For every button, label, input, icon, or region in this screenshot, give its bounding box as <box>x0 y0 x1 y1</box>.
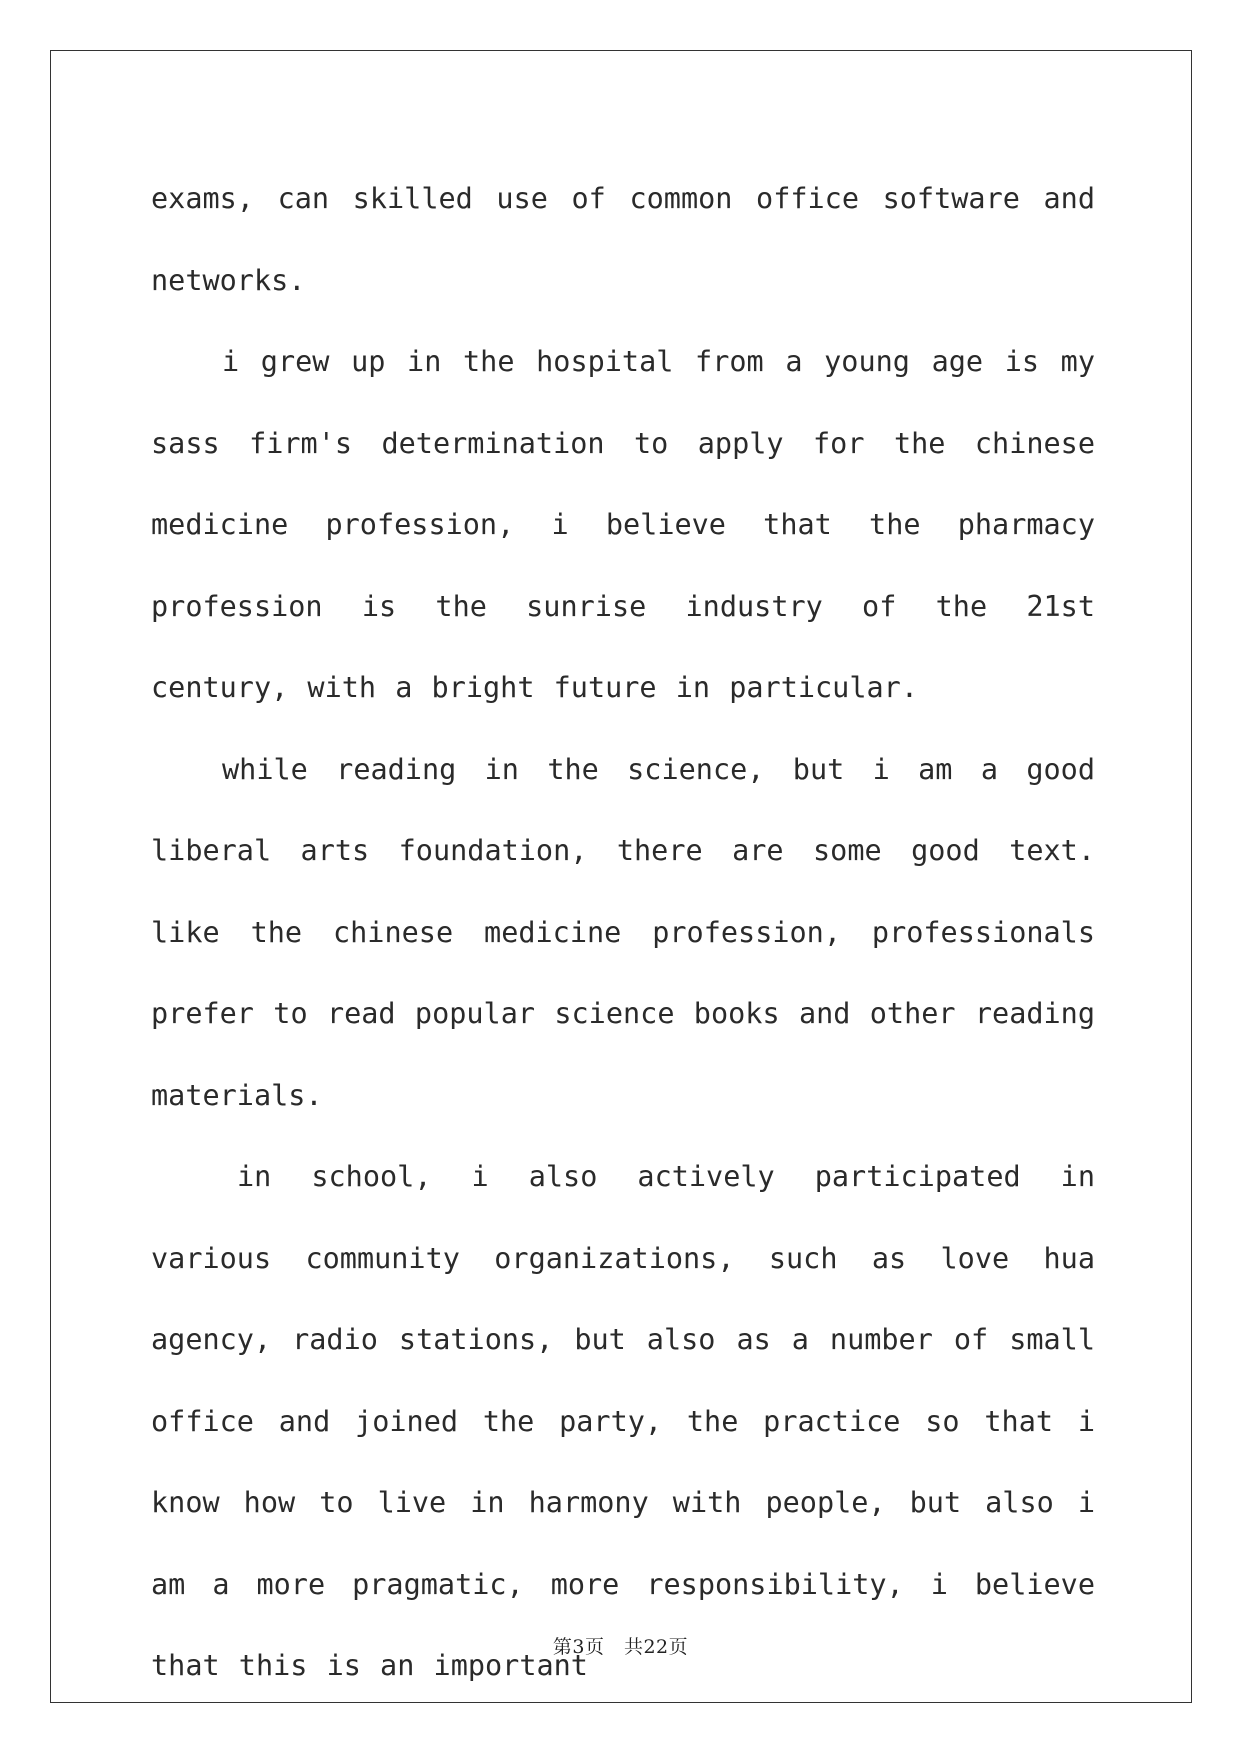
page-number: 第3页 共22页 <box>552 1636 689 1658</box>
paragraph-continuation: exams, can skilled use of common office software and networks. <box>151 182 1095 297</box>
paragraph-school: in school, i also actively participated in various community organizations, such as love hua agency, radio stations, but also as a number of small office and joined the party, the practice so that i know how to live in harmony with people, but also i am a more pragmatic, more responsibility, i believe that this is an important <box>151 1160 1095 1682</box>
paragraph-reading: while reading in the science, but i am a good liberal arts foundation, there are some good text. like the chinese medicine profession, professionals prefer to read popular science books and other reading materials. <box>151 752 1095 1112</box>
paragraph-hospital: i grew up in the hospital from a young age is my sass firm's determination to apply for the chinese medicine profession, i believe that the pharmacy profession is the sunrise industry of the 21st century, with a bright future in particular. <box>151 345 1095 704</box>
document-body <box>151 158 1095 1707</box>
